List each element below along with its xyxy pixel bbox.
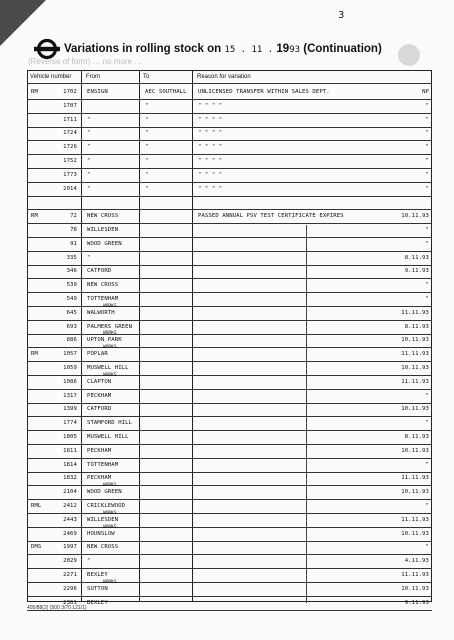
cell-date: 10.11.93 [401, 530, 429, 537]
cell-date: 8.11.93 [404, 323, 429, 330]
table-row [27, 141, 432, 155]
form-reference: 405/88(2) (500 3/70 121/1) [27, 605, 87, 611]
cell-vehicle-number: 1726 [63, 144, 77, 151]
cell-vehicle-number: 1773 [63, 171, 77, 178]
cell-from: BEXLEY [87, 572, 108, 578]
cell-vehicle-number: 693 [66, 323, 77, 330]
cell-vehicle-number: 2029 [63, 558, 77, 565]
cell-date: 10.11.93 [401, 585, 429, 592]
cell-from-works-note: WORKS [103, 483, 117, 489]
cell-vehicle-number: 91 [70, 240, 77, 247]
cell-from: " [87, 130, 91, 137]
cell-vehicle-number: 1399 [63, 406, 77, 413]
cell-date: 10.11.93 [401, 447, 429, 454]
table-row [27, 483, 432, 500]
cell-class-prefix: RM [31, 351, 38, 358]
cell-date: 9.11.93 [404, 599, 429, 606]
table-row [27, 579, 432, 597]
table-row [27, 500, 432, 514]
cell-from-works-note: WORKS [103, 579, 117, 585]
cell-vehicle-number: 2469 [63, 530, 77, 537]
cell-from: " [87, 254, 91, 261]
cell-vehicle-number: 539 [66, 282, 77, 289]
cell-from: PECKHAM [87, 447, 112, 454]
cell-date: " [425, 392, 429, 399]
cell-vehicle-number: 335 [66, 254, 77, 261]
cell-date: 10.11.93 [401, 406, 429, 413]
cell-from: " [87, 158, 91, 164]
cell-from-works-note: WORKS [103, 524, 117, 530]
table-row [27, 169, 432, 183]
cell-date: 11.11.93 [401, 572, 429, 578]
table-row [27, 524, 432, 542]
cell-vehicle-number: 1724 [63, 130, 77, 137]
cell-reason: " " " " [198, 171, 223, 178]
cell-vehicle-number: 78 [70, 227, 77, 233]
header-reason: Reason for variation [197, 74, 251, 80]
cell-reason: " " " " [198, 116, 223, 123]
cell-vehicle-number: 1317 [63, 392, 77, 399]
page-title [64, 43, 382, 55]
cell-reason: " " " " [198, 158, 223, 164]
cell-to: " [145, 171, 149, 178]
cell-date: " [425, 503, 429, 509]
cell-from: WILLESDEN [87, 516, 119, 523]
cell-date: " [425, 171, 429, 178]
cell-reason: UNLICENSED TRANSFER WITHIN SALES DEPT. [198, 89, 330, 95]
cell-vehicle-number: 1059 [63, 365, 77, 371]
table-row [27, 417, 432, 431]
cell-date: 8.11.93 [404, 254, 429, 261]
cell-to: " [145, 185, 149, 192]
table-row [27, 510, 432, 528]
table-row [27, 362, 432, 376]
cell-vehicle-number: 1057 [63, 351, 77, 358]
cell-to: " [145, 102, 149, 109]
cell-from: " [87, 558, 91, 565]
cell-from: UPTON PARK [87, 337, 122, 344]
cell-date: 10.11.93 [401, 365, 429, 371]
cell-date: " [425, 461, 429, 468]
table-row [27, 127, 432, 141]
table-row [27, 445, 432, 459]
cell-from: NEW CROSS [87, 213, 119, 220]
cell-from: WOOD GREEN [87, 489, 122, 496]
cell-from: NEW CROSS [87, 544, 119, 551]
cell-from: WALWORTH [87, 309, 115, 316]
cell-vehicle-number: 2296 [63, 585, 77, 592]
cell-from: WILLESDEN [87, 227, 119, 233]
cell-vehicle-number: 72 [70, 213, 77, 220]
cell-date: 10.11.93 [401, 213, 429, 220]
table-row [27, 431, 432, 445]
cell-date: " [425, 102, 429, 109]
cell-from-works-note: WORKS [103, 303, 117, 309]
cell-vehicle-number: 2104 [63, 489, 77, 496]
table-row [27, 472, 432, 489]
table-row [27, 569, 432, 583]
table-row [27, 86, 432, 100]
cell-vehicle-number: 1711 [63, 116, 77, 123]
cell-date: " [425, 240, 429, 247]
cell-vehicle-number: 1707 [63, 102, 77, 109]
page-number: 3 [338, 10, 345, 21]
cell-class-prefix: RML [31, 503, 42, 509]
cell-from: PALMERS GREEN [87, 323, 133, 330]
cell-from: " [87, 144, 91, 151]
cell-from: PECKHAM [87, 475, 112, 482]
cell-reason: PASSED ANNUAL PSV TEST CERTIFICATE EXPIRES [198, 213, 344, 220]
table-row [27, 555, 432, 569]
cell-date: " [425, 296, 429, 302]
table-row [27, 459, 432, 473]
table-row [27, 196, 432, 210]
cell-from: TOTTENHAM [87, 461, 119, 468]
cell-date: " [425, 158, 429, 164]
table-row [27, 100, 432, 114]
cell-from: ENSIGN [87, 89, 108, 95]
table-row [27, 114, 432, 128]
cell-vehicle-number: 549 [66, 296, 77, 302]
cell-vehicle-number: 2271 [63, 572, 77, 578]
cell-date: 10.11.93 [401, 489, 429, 496]
cell-date: 4.11.93 [404, 558, 429, 565]
cell-date: " [425, 544, 429, 551]
cell-date: 11.11.93 [401, 351, 429, 358]
cell-date: " [425, 282, 429, 289]
table-row [27, 279, 432, 293]
cell-vehicle-number: 645 [66, 309, 77, 316]
cell-date: " [425, 420, 429, 427]
table-row [27, 345, 432, 362]
cell-date: 8.11.93 [404, 434, 429, 440]
table-row [27, 372, 432, 390]
cell-vehicle-number: 1811 [63, 447, 77, 454]
table-row [27, 224, 432, 238]
cell-date: 11.11.93 [401, 516, 429, 523]
header-from: From [86, 74, 100, 80]
cell-from: CLAPTON [87, 378, 112, 385]
table-row [27, 210, 432, 224]
cell-to: AEC SOUTHALL [145, 89, 187, 95]
cell-date: " [425, 227, 429, 233]
cell-to: " [145, 158, 149, 164]
cell-vehicle-number: 886 [66, 337, 77, 344]
table-row [27, 390, 432, 404]
cell-from: " [87, 116, 91, 123]
table-row [27, 403, 432, 417]
header-divider [27, 83, 432, 84]
cell-date: " [425, 130, 429, 137]
cell-from: BEXLEY [87, 599, 108, 606]
cell-date: NP [422, 89, 429, 95]
title-suffix: (Continuation) [303, 43, 382, 55]
cell-from: SUTTON [87, 585, 108, 592]
cell-from: " [87, 185, 91, 192]
title-prefix: Variations in rolling stock on [64, 43, 222, 55]
punch-hole [398, 44, 420, 66]
cell-vehicle-number: 1832 [63, 475, 77, 482]
cell-from: POPLAR [87, 351, 108, 358]
cell-from: TOTTENHAM [87, 296, 119, 302]
title-year-prefix: 19 [276, 43, 290, 55]
table-row [27, 597, 432, 611]
cell-from-works-note: WORKS [103, 510, 117, 516]
cell-vehicle-number: 1805 [63, 434, 77, 440]
cell-from: STAMFORD HILL [87, 420, 133, 427]
table-row [27, 265, 432, 279]
row-divider [27, 610, 432, 611]
cell-reason: " " " " [198, 102, 223, 109]
print-through-text: (Reverse of form) … no more … [28, 57, 143, 66]
cell-from: " [87, 171, 91, 178]
cell-date: " [425, 116, 429, 123]
cell-date: 10.11.93 [401, 337, 429, 344]
title-year: 93 [289, 45, 301, 55]
cell-date: 11.11.93 [401, 475, 429, 482]
table-row [27, 155, 432, 169]
cell-date: " [425, 144, 429, 151]
cell-vehicle-number: 1702 [63, 89, 77, 95]
cell-class-prefix: RM [31, 89, 38, 95]
table-row [27, 331, 432, 351]
cell-reason: " " " " [198, 130, 223, 137]
cell-date: " [425, 185, 429, 192]
cell-from: WOOD GREEN [87, 240, 122, 247]
cell-vehicle-number: 1774 [63, 420, 77, 427]
table-row [27, 321, 432, 335]
cell-from-works-note: WORKS [103, 345, 117, 351]
cell-to: " [145, 130, 149, 137]
cell-vehicle-number: 2412 [63, 503, 77, 509]
cell-from: CRICKLEWOOD [87, 503, 126, 509]
cell-vehicle-number: 2361 [63, 599, 77, 606]
cell-vehicle-number: 1997 [63, 544, 77, 551]
table-row [27, 238, 432, 252]
cell-vehicle-number: 1814 [63, 461, 77, 468]
cell-from: CATFORD [87, 268, 112, 275]
title-date: 15 . 11 . [224, 45, 274, 55]
table-row [27, 303, 432, 321]
table-row [27, 541, 432, 555]
cell-class-prefix: RM [31, 213, 38, 220]
cell-from-works-note: WORKS [103, 372, 117, 378]
cell-to: " [145, 144, 149, 151]
cell-reason: " " " " [198, 144, 223, 151]
cell-date: 11.11.93 [401, 378, 429, 385]
cell-to: " [145, 116, 149, 123]
cell-vehicle-number: 2443 [63, 516, 77, 523]
cell-from: NEW CROSS [87, 282, 119, 289]
cell-from: HOUNSLOW [87, 530, 115, 537]
header-vehicle-number: Vehicle number [30, 74, 72, 80]
cell-date: 11.11.93 [401, 309, 429, 316]
cell-vehicle-number: 346 [66, 268, 77, 275]
cell-from: PECKHAM [87, 392, 112, 399]
cell-from: CATFORD [87, 406, 112, 413]
table-row [27, 293, 432, 307]
cell-vehicle-number: 2014 [63, 185, 77, 192]
cell-reason: " " " " [198, 185, 223, 192]
cell-class-prefix: DMS [31, 544, 42, 551]
table-row [27, 252, 432, 266]
table-row [27, 183, 432, 197]
cell-from-works-note: WORKS [103, 331, 117, 337]
cell-date: 9.11.93 [404, 268, 429, 275]
cell-from: MUSWELL HILL [87, 365, 129, 371]
cell-vehicle-number: 1086 [63, 378, 77, 385]
header-to: To [143, 74, 150, 80]
cell-from: MUSWELL HILL [87, 434, 129, 440]
cell-vehicle-number: 1752 [63, 158, 77, 164]
